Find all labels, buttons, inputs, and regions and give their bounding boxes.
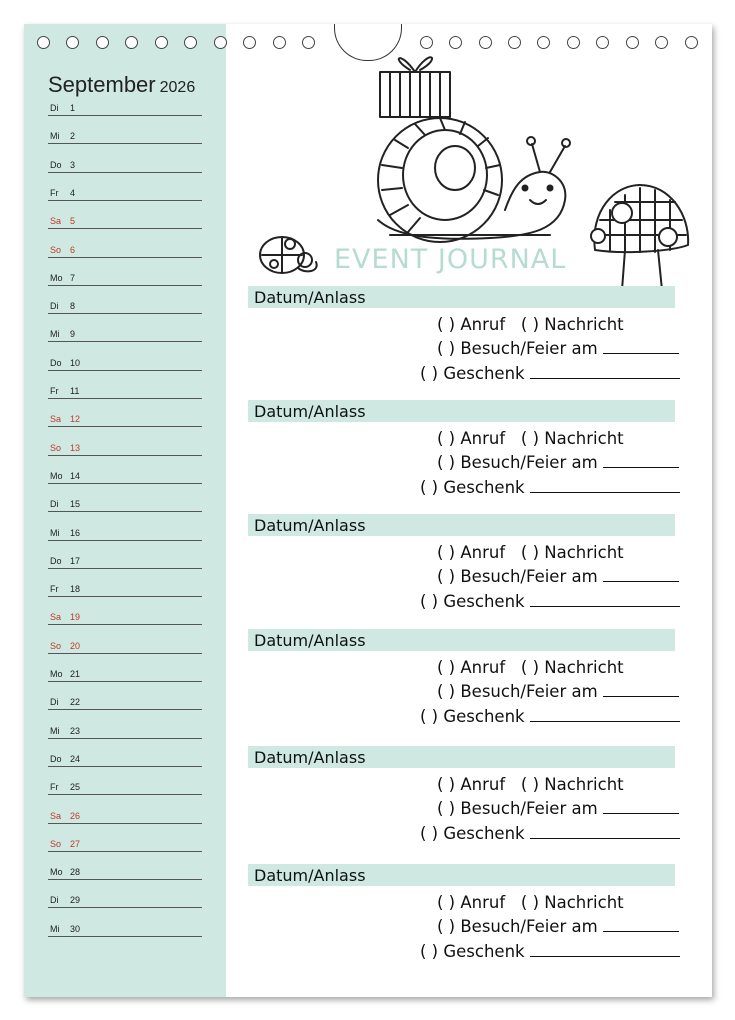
contact-options: [437, 429, 624, 448]
day-row: [48, 754, 202, 767]
weekday-label: Di: [50, 895, 59, 906]
day-number: 30: [70, 923, 81, 934]
day-row: [48, 471, 202, 484]
binding-hole: [37, 36, 50, 49]
weekday-label: Sa: [50, 810, 62, 821]
day-number: 1: [70, 103, 76, 113]
day-row: [48, 669, 202, 682]
binding-hole: [96, 36, 109, 49]
binding-hole: [184, 36, 197, 49]
option-visit[interactable]: ( ) Besuch/Feier am: [437, 917, 598, 936]
contact-options: [437, 775, 624, 794]
entry-header: [248, 514, 675, 536]
day-row: [48, 612, 202, 625]
visit-line: [437, 339, 679, 358]
entry-label: Datum/Anlass: [254, 402, 366, 421]
visit-line: [437, 799, 679, 818]
day-row: [48, 528, 202, 541]
weekday-label: Mi: [50, 725, 60, 736]
gift-blank[interactable]: [530, 824, 680, 839]
day-number: 19: [70, 612, 81, 623]
day-number: 7: [70, 272, 76, 283]
gift-line: [420, 478, 680, 497]
day-number: 27: [70, 838, 81, 849]
entry-header: [248, 286, 675, 308]
day-number: 5: [70, 216, 76, 227]
weekday-label: Mo: [50, 669, 63, 679]
option-call[interactable]: ( ) Anruf: [437, 775, 506, 794]
weekday-label: Mo: [50, 867, 63, 878]
day-row: [48, 329, 202, 342]
weekday-label: Sa: [50, 216, 62, 227]
day-row: [48, 924, 202, 937]
visit-date-blank[interactable]: [603, 453, 679, 468]
day-number: 12: [70, 414, 81, 425]
visit-date-blank[interactable]: [603, 917, 679, 932]
weekday-label: Di: [50, 103, 59, 113]
day-row: [48, 245, 202, 258]
option-gift[interactable]: ( ) Geschenk: [420, 942, 525, 961]
option-message[interactable]: ( ) Nachricht: [520, 543, 624, 562]
gift-line: [420, 592, 680, 611]
day-number: 3: [70, 159, 76, 170]
entry-header: [248, 746, 675, 768]
weekday-label: So: [50, 640, 62, 651]
option-call[interactable]: ( ) Anruf: [437, 315, 506, 334]
day-row: [48, 811, 202, 824]
entry-header: [248, 400, 675, 422]
day-row: [48, 556, 202, 569]
entry-label: Datum/Anlass: [254, 866, 366, 885]
gift-blank[interactable]: [530, 707, 680, 722]
contact-options: [437, 315, 624, 334]
weekday-label: So: [50, 838, 62, 849]
day-number: 22: [70, 697, 81, 708]
day-row: [48, 782, 202, 795]
gift-box-icon: [380, 57, 450, 117]
day-row: [48, 358, 202, 371]
weekday-label: Mo: [50, 272, 63, 283]
option-gift[interactable]: ( ) Geschenk: [420, 707, 525, 726]
option-message[interactable]: ( ) Nachricht: [520, 893, 624, 912]
visit-line: [437, 453, 679, 472]
option-gift[interactable]: ( ) Geschenk: [420, 364, 525, 383]
visit-date-blank[interactable]: [603, 339, 679, 354]
option-message[interactable]: ( ) Nachricht: [520, 429, 624, 448]
option-visit[interactable]: ( ) Besuch/Feier am: [437, 453, 598, 472]
day-number: 18: [70, 584, 81, 595]
day-number: 24: [70, 753, 81, 764]
day-number: 11: [70, 386, 80, 396]
weekday-label: Sa: [50, 612, 62, 623]
day-number: 10: [70, 357, 81, 368]
day-number: 2: [70, 131, 76, 142]
snail-body-icon: [378, 137, 570, 239]
weekday-label: Do: [50, 357, 62, 368]
entry-label: Datum/Anlass: [254, 748, 366, 767]
day-row: [48, 131, 202, 144]
entry-header: [248, 629, 675, 651]
entry-label: Datum/Anlass: [254, 516, 366, 535]
day-number: 25: [70, 782, 81, 793]
day-row: [48, 584, 202, 597]
day-row: [48, 216, 202, 229]
option-call[interactable]: ( ) Anruf: [437, 893, 506, 912]
weekday-label: Mi: [50, 527, 60, 538]
ladybug-icon: [260, 237, 317, 273]
contact-options: [437, 543, 624, 562]
option-message[interactable]: ( ) Nachricht: [520, 775, 624, 794]
day-row: [48, 414, 202, 427]
day-number: 28: [70, 867, 81, 878]
option-visit[interactable]: ( ) Besuch/Feier am: [437, 682, 598, 701]
weekday-label: Mi: [50, 329, 60, 340]
day-row: [48, 726, 202, 739]
weekday-label: Do: [50, 555, 62, 566]
month-name: September: [48, 72, 156, 97]
binding-hole: [214, 36, 227, 49]
visit-date-blank[interactable]: [603, 567, 679, 582]
option-visit[interactable]: ( ) Besuch/Feier am: [437, 567, 598, 586]
visit-line: [437, 567, 679, 586]
weekday-label: Mo: [50, 470, 63, 481]
weekday-label: Di: [50, 697, 59, 708]
day-row: [48, 839, 202, 852]
day-row: [48, 301, 202, 314]
option-visit[interactable]: ( ) Besuch/Feier am: [437, 339, 598, 358]
option-gift[interactable]: ( ) Geschenk: [420, 824, 525, 843]
day-row: [48, 443, 202, 456]
weekday-label: Mi: [50, 131, 60, 142]
weekday-label: Di: [50, 499, 59, 510]
day-number: 21: [70, 669, 81, 679]
weekday-label: Fr: [50, 187, 59, 198]
option-message[interactable]: ( ) Nachricht: [520, 315, 624, 334]
gift-blank[interactable]: [530, 478, 680, 493]
gift-blank[interactable]: [530, 942, 680, 957]
day-number: 20: [70, 640, 81, 651]
gift-line: [420, 364, 680, 383]
visit-line: [437, 682, 679, 701]
gift-line: [420, 942, 680, 961]
day-row: [48, 160, 202, 173]
option-call[interactable]: ( ) Anruf: [437, 543, 506, 562]
option-call[interactable]: ( ) Anruf: [437, 429, 506, 448]
weekday-label: Do: [50, 159, 62, 170]
visit-date-blank[interactable]: [603, 682, 679, 697]
day-row: [48, 895, 202, 908]
day-number: 13: [70, 442, 81, 453]
day-number: 16: [70, 527, 81, 538]
gift-line: [420, 707, 680, 726]
option-message[interactable]: ( ) Nachricht: [520, 658, 624, 677]
day-row: [48, 188, 202, 201]
day-number: 6: [70, 244, 76, 255]
day-row: [48, 499, 202, 512]
day-number: 17: [70, 555, 81, 566]
day-row: [48, 273, 202, 286]
option-gift[interactable]: ( ) Geschenk: [420, 478, 525, 497]
weekday-label: Di: [50, 301, 59, 312]
binding-hole: [66, 36, 79, 49]
weekday-label: So: [50, 442, 62, 453]
option-gift[interactable]: ( ) Geschenk: [420, 592, 525, 611]
gift-line: [420, 824, 680, 843]
day-number: 14: [70, 470, 81, 481]
entry-label: Datum/Anlass: [254, 631, 366, 650]
weekday-label: Fr: [50, 782, 59, 793]
weekday-label: So: [50, 244, 62, 255]
visit-date-blank[interactable]: [603, 799, 679, 814]
month-year: 2026: [159, 79, 196, 96]
contact-options: [437, 658, 624, 677]
day-number: 15: [70, 499, 81, 510]
day-number: 26: [70, 810, 81, 821]
contact-options: [437, 893, 624, 912]
entry-label: Datum/Anlass: [254, 288, 366, 307]
visit-line: [437, 917, 679, 936]
day-row: [48, 867, 202, 880]
entry-header: [248, 864, 675, 886]
weekday-label: Fr: [50, 584, 59, 595]
weekday-label: Fr: [50, 386, 59, 396]
day-row: [48, 641, 202, 654]
day-row: [48, 103, 202, 116]
weekday-label: Sa: [50, 414, 62, 425]
month-title: [48, 72, 195, 98]
binding-hole: [125, 36, 138, 49]
snail-shell-icon: [378, 118, 502, 242]
day-row: [48, 386, 202, 399]
day-number: 4: [70, 187, 76, 198]
weekday-label: Mi: [50, 923, 60, 934]
day-number: 29: [70, 895, 81, 906]
day-number: 8: [70, 301, 76, 312]
mushroom-icon: [591, 185, 688, 290]
option-call[interactable]: ( ) Anruf: [437, 658, 506, 677]
gift-blank[interactable]: [530, 364, 680, 379]
day-number: 23: [70, 725, 81, 736]
day-row: [48, 697, 202, 710]
binding-hole: [155, 36, 168, 49]
day-number: 9: [70, 329, 76, 340]
option-visit[interactable]: ( ) Besuch/Feier am: [437, 799, 598, 818]
gift-blank[interactable]: [530, 592, 680, 607]
journal-title: EVENT JOURNAL: [334, 244, 567, 275]
weekday-label: Do: [50, 753, 62, 764]
